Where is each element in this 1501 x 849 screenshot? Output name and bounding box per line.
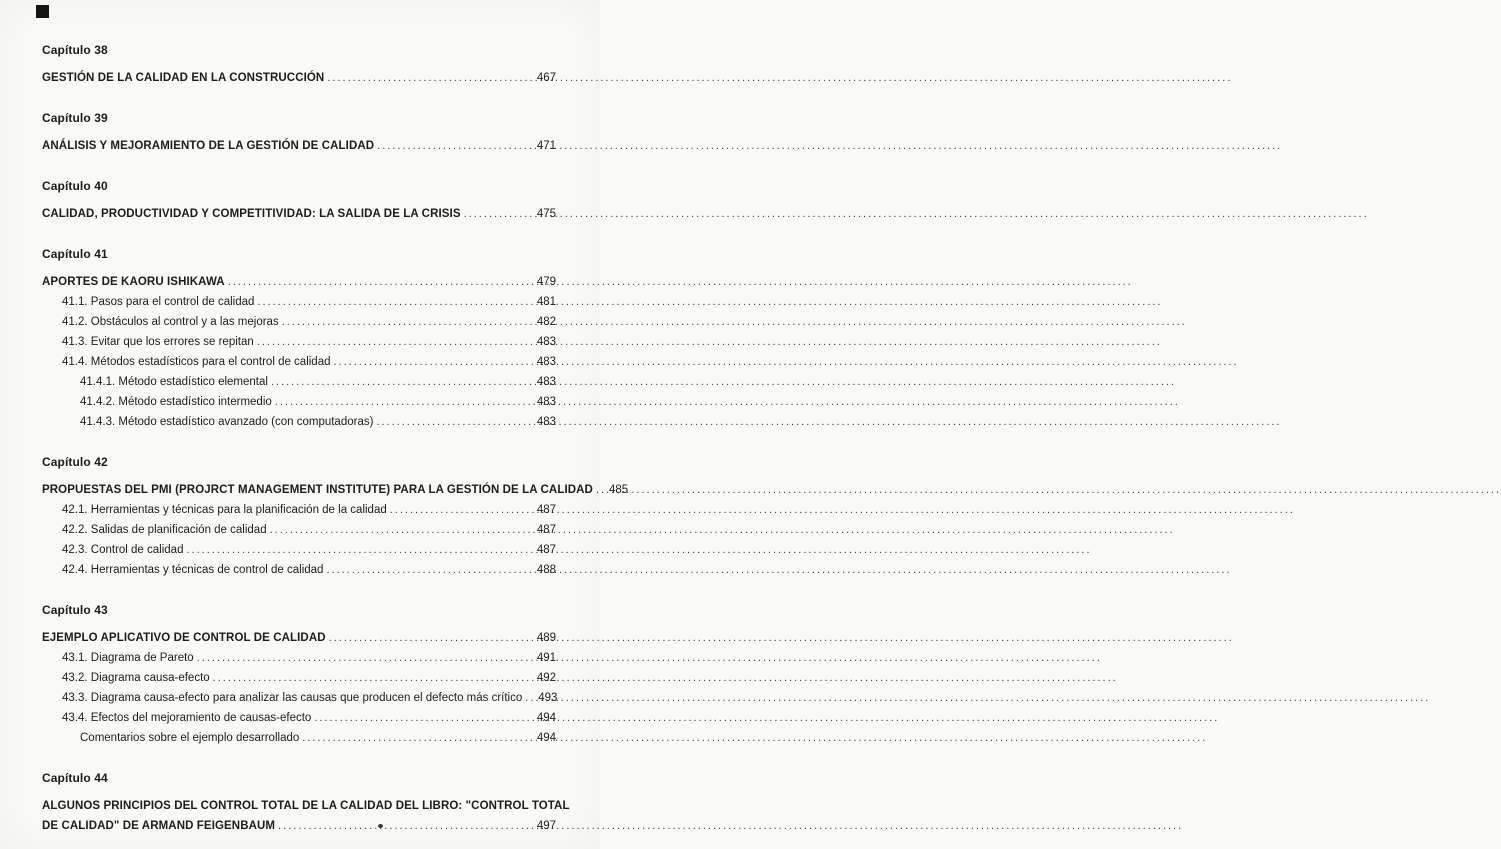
- chapter-title-line: [42, 272, 556, 292]
- chapter-label: Capítulo 39: [42, 111, 108, 125]
- page-number: 483: [536, 376, 556, 388]
- toc-entry-text: 41.1. Pasos para el control de calidad: [62, 296, 255, 308]
- page-number: 483: [536, 356, 556, 368]
- dot-leader: [271, 372, 534, 392]
- toc-section: [42, 108, 556, 156]
- toc-entry-text: 43.2. Diagrama causa-efecto: [62, 672, 210, 684]
- page-number: 497: [536, 820, 556, 832]
- chapter-title-line: [42, 796, 570, 816]
- dot-leader: [377, 136, 534, 156]
- chapter-title-text: CALIDAD, PRODUCTIVIDAD Y COMPETITIVIDAD: LA SALIDA DE LA CRISIS: [42, 208, 461, 220]
- toc-entry-text: 43.4. Efectos del mejoramiento de causas-efecto: [62, 712, 312, 724]
- page-number: 485: [608, 484, 629, 496]
- toc-entry: [42, 728, 556, 748]
- toc-entry: [42, 688, 556, 708]
- toc-entry-text: 43.3. Diagrama causa-efecto para analizar las causas que producen el defecto más crítico: [62, 692, 523, 704]
- page-number: 471: [536, 140, 556, 152]
- page-number: 493: [538, 692, 558, 704]
- chapter-title-text: PROPUESTAS DEL PMI (PROJRCT MANAGEMENT INSTITUTE) PARA LA GESTIÓN DE LA CALIDAD: [42, 484, 593, 496]
- page-number: 479: [536, 276, 556, 288]
- toc-entry: [42, 540, 556, 560]
- dot-leader: [257, 292, 533, 312]
- toc-entry-text: 42.4. Herramientas y técnicas de control de calidad: [62, 564, 324, 576]
- toc-entry: [42, 520, 556, 540]
- dot-leader: [326, 560, 533, 580]
- chapter-label: Capítulo 44: [42, 771, 108, 785]
- toc-entry: [42, 708, 556, 728]
- toc-entry-text: Comentarios sobre el ejemplo desarrollado: [80, 732, 300, 744]
- toc-entry: [42, 352, 556, 372]
- dot-leader: [334, 352, 534, 372]
- toc-entry: [42, 392, 556, 412]
- dot-leader: [197, 648, 534, 668]
- chapter-title-text: ALGUNOS PRINCIPIOS DEL CONTROL TOTAL DE LA CALIDAD DEL LIBRO: "CONTROL TOTAL: [42, 800, 570, 812]
- chapter-title-line: [42, 628, 556, 648]
- toc-entry-text: 41.3. Evitar que los errores se repitan: [62, 336, 254, 348]
- page-number: 475: [536, 208, 556, 220]
- page-number: 481: [536, 296, 556, 308]
- toc-entry-text: 41.4.1. Método estadístico elemental: [80, 376, 268, 388]
- toc-entry-text: 41.2. Obstáculos al control y a las mejoras: [62, 316, 279, 328]
- page-number: 487: [536, 544, 556, 556]
- chapter-label: Capítulo 42: [42, 455, 108, 469]
- page-number: 488: [536, 564, 556, 576]
- chapter-title-line: [42, 136, 556, 156]
- page-number: 483: [536, 336, 556, 348]
- page-number: 494: [536, 732, 556, 744]
- toc-section: [42, 176, 556, 224]
- chapter-title-text: GESTIÓN DE LA CALIDAD EN LA CONSTRUCCIÓN: [42, 72, 325, 84]
- chapter-label: Capítulo 41: [42, 247, 108, 261]
- page-number: 489: [536, 632, 556, 644]
- chapter-label: Capítulo 40: [42, 179, 108, 193]
- toc-entry: [42, 372, 556, 392]
- toc-entry-text: 41.4.2. Método estadístico intermedio: [80, 396, 272, 408]
- dot-leader: [186, 540, 533, 560]
- toc-entry: [42, 332, 556, 352]
- toc-page: [0, 0, 629, 849]
- chapter-title-line: [42, 816, 556, 836]
- toc-entry: [42, 648, 556, 668]
- toc-entry: [42, 292, 556, 312]
- toc-entry: [42, 312, 556, 332]
- chapter-title-line: [42, 480, 629, 500]
- page-number: 487: [536, 504, 556, 516]
- toc-entry-text: 42.1. Herramientas y técnicas para la planificación de la calidad: [62, 504, 387, 516]
- chapter-title-text: DE CALIDAD" DE ARMAND FEIGENBAUM: [42, 820, 276, 832]
- toc-entry: [42, 560, 556, 580]
- page-number: 483: [536, 396, 556, 408]
- toc-section: [42, 452, 629, 580]
- toc-section: [42, 244, 556, 432]
- page-number: 487: [536, 524, 556, 536]
- dot-leader: [525, 688, 535, 708]
- page-number: 494: [536, 712, 556, 724]
- chapter-title-text: EJEMPLO APLICATIVO DE CONTROL DE CALIDAD: [42, 632, 326, 644]
- page-number: 491: [536, 652, 556, 664]
- toc-entry-text: 43.1. Diagrama de Pareto: [62, 652, 194, 664]
- dot-leader: [596, 480, 606, 500]
- dot-leader: [270, 520, 534, 540]
- dot-leader: [228, 272, 534, 292]
- dot-leader: [282, 312, 534, 332]
- dot-leader: [314, 708, 534, 728]
- dot-leader: [275, 392, 534, 412]
- dot-leader: [329, 628, 534, 648]
- page-number: 482: [536, 316, 556, 328]
- toc-section: [42, 40, 556, 88]
- dot-leader: [302, 728, 534, 748]
- dot-leader: [327, 68, 533, 88]
- dot-leader: [464, 204, 534, 224]
- dot-leader: [257, 332, 534, 352]
- page-number: 467: [536, 72, 556, 84]
- toc-entry: [42, 500, 556, 520]
- toc-section: [42, 600, 556, 748]
- toc-section: [42, 768, 570, 836]
- toc-entry: [42, 668, 556, 688]
- page-number: 483: [536, 416, 556, 428]
- toc-entry: [42, 412, 556, 432]
- chapter-title-text: ANÁLISIS Y MEJORAMIENTO DE LA GESTIÓN DE CALIDAD: [42, 140, 375, 152]
- toc-entry-text: 41.4.3. Método estadístico avanzado (con computadoras): [80, 416, 374, 428]
- chapter-title-line: [42, 204, 556, 224]
- dot-leader: [376, 412, 533, 432]
- toc-entry-text: 41.4. Métodos estadísticos para el control de calidad: [62, 356, 331, 368]
- page-number: 492: [536, 672, 556, 684]
- chapter-title-line: [42, 68, 556, 88]
- dot-leader: [213, 668, 534, 688]
- scan-blot-artifact: [36, 5, 49, 18]
- dot-leader: [390, 500, 534, 520]
- toc-entry-text: 42.3. Control de calidad: [62, 544, 184, 556]
- chapter-label: Capítulo 38: [42, 43, 108, 57]
- scan-dot-artifact: [378, 824, 383, 828]
- dot-leader: [278, 816, 534, 836]
- toc-entry-text: 42.2. Salidas de planificación de calidad: [62, 524, 267, 536]
- toc: [42, 40, 629, 836]
- chapter-title-text: APORTES DE KAORU ISHIKAWA: [42, 276, 225, 288]
- chapter-label: Capítulo 43: [42, 603, 108, 617]
